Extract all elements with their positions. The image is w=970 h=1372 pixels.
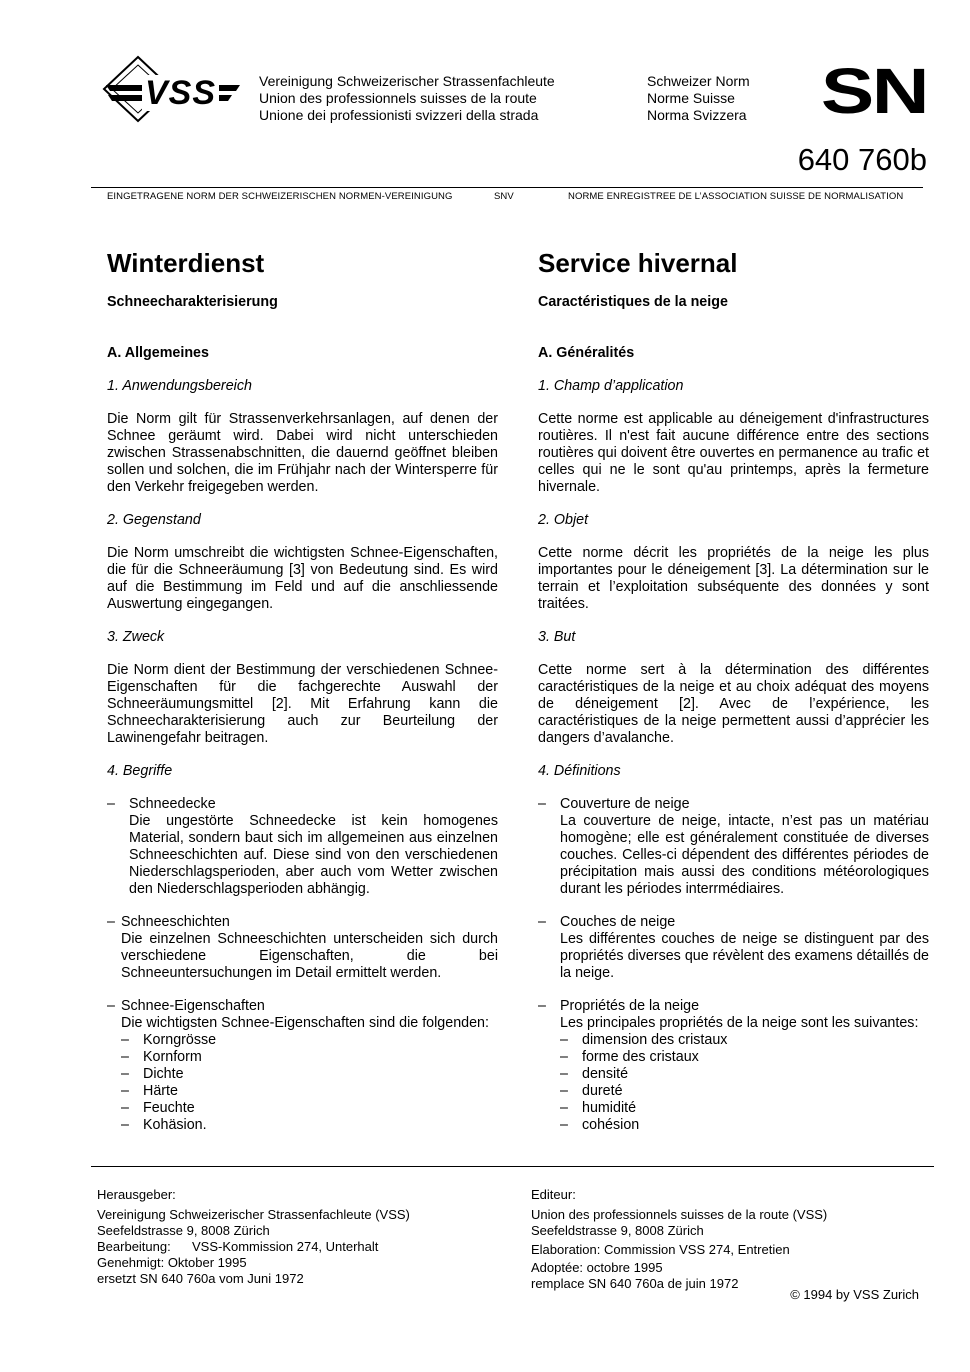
definition-item-de: – Schneedecke Die ungestörte Schneedecke ist kein homogenes Material, sondern baut sich im allgemeinen aus einzelnen Schneeschichten auf. Diese sind von den verschiedenen Niederschlagsperioden, aber auch vom Wetter zwischen den Niederschlagsperioden abhängig. — [107, 796, 498, 897]
definition-item-fr: – Couches de neige Les différentes couches de neige se distinguent par des propriétés diverses que révèlent des examens détaillés de la neige. — [538, 914, 929, 981]
paragraph-purpose-de: Die Norm dient der Bestimmung der verschiedenen Schnee-Eigenschaften für die fachgerechte Auswahl der Schneeräumungsmittel [2]. Mit Erfahrung kann die Schneecharakterisierung auch zur Beurteilung der Lawinengefahr beitragen. — [107, 662, 498, 746]
property-item-de: – Kohäsion. — [121, 1117, 207, 1133]
org-name-de: Vereinigung Schweizerischer Strassenfachleute — [259, 73, 555, 89]
definition-text-fr: Les différentes couches de neige se distinguent par des propriétés diverses que révèlent des examens détaillés de la neige. — [560, 931, 929, 981]
definition-term-fr: Couverture de neige — [560, 796, 690, 812]
editing-de — [97, 1239, 410, 1255]
definition-term-fr: Propriétés de la neige — [560, 998, 700, 1014]
vss-logo — [100, 55, 245, 125]
paragraph-scope-fr: Cette norme est applicable au déneigement d'infrastructures routières. Il n'est fait aucune différence entre des sections routières qui doivent être ouvertes en permanence au trafic et celles qui ne le sont qu'au printemps, après la fermeture hivernale. — [538, 411, 929, 495]
subtitle-fr: Caractéristiques de la neige — [538, 294, 728, 310]
org-name-fr: Union des professionnels suisses de la route — [259, 90, 537, 106]
heading-scope-fr: 1. Champ d’application — [538, 378, 684, 394]
footer-rule — [91, 1166, 934, 1167]
publisher-block-de — [97, 1187, 410, 1287]
registered-norm-fr: NORME ENREGISTREE DE L’ASSOCIATION SUISSE DE NORMALISATION — [568, 191, 904, 202]
norm-label-de: Schweizer Norm — [647, 73, 750, 89]
org-name-it: Unione dei professionisti svizzeri della strada — [259, 107, 539, 123]
property-item-fr: – densité — [560, 1066, 629, 1082]
heading-definitions-de: 4. Begriffe — [107, 763, 173, 779]
heading-definitions-fr: 4. Définitions — [538, 763, 621, 779]
sn-logo: SN — [820, 55, 927, 127]
property-item-de: – Feuchte — [121, 1100, 195, 1116]
property-item-de: – Härte — [121, 1083, 178, 1099]
organization-names — [259, 73, 555, 124]
vss-logo-text: VSS — [142, 75, 219, 111]
definition-term-de: Schnee-Eigenschaften — [121, 998, 265, 1014]
editing-value-de: VSS-Kommission 274, Unterhalt — [191, 1239, 379, 1254]
heading-scope-de: 1. Anwendungsbereich — [107, 378, 252, 394]
approval-date-de: Genehmigt: Oktober 1995 — [97, 1255, 247, 1270]
definition-item-de: – Schnee-Eigenschaften Die wichtigsten Schnee-Eigenschaften sind die folgenden: – Korngrösse – Kornform – Dichte – Härte – Feuchte – Kohäsion. — [107, 998, 498, 1134]
title-de: Winterdienst — [107, 248, 265, 278]
definition-text-de: Die ungestörte Schneedecke ist kein homogenes Material, sondern baut sich im allgemeinen aus einzelnen Schneeschichten auf. Diese sind von den verschiedenen Niederschlagsperioden, aber auch vom Wetter zwischen den Niederschlagsperioden abhängig. — [129, 813, 498, 897]
section-a-de: A. Allgemeines — [107, 345, 209, 361]
registered-norm-de: EINGETRAGENE NORM DER SCHWEIZERISCHEN NORMEN-VEREINIGUNG — [107, 191, 453, 202]
header-rule — [91, 187, 923, 188]
norm-type-labels — [647, 73, 750, 124]
paragraph-purpose-fr: Cette norme sert à la détermination des différentes caractéristiques de la neige et au choix adéquat des moyens de déneigement [2]. Avec de l’expérience, les caractéristiques de la neige permettent aussi d’apprécier les dangers d’avalanche. — [538, 662, 929, 746]
snv-label: SNV — [494, 191, 514, 202]
paragraph-subject-de: Die Norm umschreibt die wichtigsten Schnee-Eigenschaften, die für die Schneeräumung [3] von Bedeutung sind. Es wird auf die Bestimmung im Feld und auf die anschliessende Auswertung eingegangen. — [107, 545, 498, 612]
publisher-org-fr: Union des professionnels suisses de la route (VSS) — [531, 1207, 828, 1222]
definition-item-fr: – Propriétés de la neige Les principales propriétés de la neige sont les suivantes: – dimension des cristaux – forme des cristaux – densité – dureté – humidité – cohésion — [538, 998, 929, 1134]
replaces-fr: remplace SN 640 760a de juin 1972 — [531, 1276, 739, 1291]
subtitle-de: Schneecharakterisierung — [107, 294, 278, 310]
definition-text-de: Die einzelnen Schneeschichten unterscheiden sich durch verschiedene Eigenschaften, die bei Schneeuntersuchungen im Detail ermittelt werden. — [121, 931, 498, 981]
definition-term-fr: Couches de neige — [560, 914, 676, 930]
elaboration-fr: Elaboration: Commission VSS 274, Entretien — [531, 1242, 790, 1257]
property-item-de: – Korngrösse — [121, 1032, 217, 1048]
property-item-fr: – dureté — [560, 1083, 623, 1099]
editing-label-de: Bearbeitung: — [97, 1239, 171, 1254]
definition-text-fr: Les principales propriétés de la neige sont les suivantes: — [560, 1015, 919, 1031]
definition-item-de: – Schneeschichten Die einzelnen Schneeschichten unterscheiden sich durch verschiedene Eigenschaften, die bei Schneeuntersuchungen im Detail ermittelt werden. — [107, 914, 498, 981]
publisher-label-de: Herausgeber: — [97, 1187, 176, 1202]
norm-number: 640 760b — [797, 142, 927, 177]
adoption-date-fr: Adoptée: octobre 1995 — [531, 1260, 663, 1275]
publisher-label-fr: Editeur: — [531, 1187, 576, 1202]
section-a-fr: A. Généralités — [538, 345, 635, 361]
heading-subject-de: 2. Gegenstand — [107, 512, 201, 528]
property-item-de: – Dichte — [121, 1066, 184, 1082]
norm-label-it: Norma Svizzera — [647, 107, 747, 123]
definition-text-fr: La couverture de neige, intacte, n’est pas un matériau homogène; elle est généralement constituée de diverses couches. Celles-ci dépendent des différentes périodes de précipitation mais aussi des conditions météorologiques durant les périodes interrmédiaires. — [560, 813, 929, 897]
definition-term-de: Schneeschichten — [121, 914, 230, 930]
publisher-block-fr — [531, 1187, 827, 1292]
property-item-fr: – cohésion — [560, 1117, 640, 1133]
copyright: © 1994 by VSS Zurich — [790, 1287, 919, 1302]
paragraph-subject-fr: Cette norme décrit les propriétés de la neige les plus importantes pour le déneigement [3]. La détermination sur le terrain et l’exploitation subséquente des données y sont traitées. — [538, 545, 929, 612]
heading-purpose-fr: 3. But — [538, 629, 576, 645]
property-item-fr: – forme des cristaux — [560, 1049, 699, 1065]
heading-purpose-de: 3. Zweck — [107, 629, 165, 645]
french-column — [538, 248, 929, 1134]
property-item-fr: – dimension des cristaux — [560, 1032, 728, 1048]
definition-term-de: Schneedecke — [129, 796, 216, 812]
publisher-address-de: Seefeldstrasse 9, 8008 Zürich — [97, 1223, 270, 1238]
property-item-de: – Kornform — [121, 1049, 202, 1065]
paragraph-scope-de: Die Norm gilt für Strassenverkehrsanlagen, auf denen der Schnee geräumt wird. Dabei wird nicht unterschieden zwischen Strassenabschnitten, die dauernd geöffnet bleiben sollen und solchen, die im Frühjahr nach der Wintersperre für den Verkehr freigegeben werden. — [107, 411, 498, 495]
replaces-de: ersetzt SN 640 760a vom Juni 1972 — [97, 1271, 304, 1286]
publisher-org-de: Vereinigung Schweizerischer Strassenfachleute (VSS) — [97, 1207, 410, 1222]
german-column — [107, 248, 498, 1134]
property-item-fr: – humidité — [560, 1100, 637, 1116]
norm-label-fr: Norme Suisse — [647, 90, 735, 106]
title-fr: Service hivernal — [538, 248, 738, 278]
definition-text-de: Die wichtigsten Schnee-Eigenschaften sind die folgenden: — [121, 1015, 489, 1031]
definition-item-fr: – Couverture de neige La couverture de neige, intacte, n’est pas un matériau homogène; elle est généralement constituée de diverses couches. Celles-ci dépendent des différentes périodes de précipitation mais aussi des conditions météorologiques durant les périodes interrmédiaires. — [538, 796, 929, 897]
heading-subject-fr: 2. Objet — [538, 512, 589, 528]
publisher-address-fr: Seefeldstrasse 9, 8008 Zürich — [531, 1223, 704, 1238]
